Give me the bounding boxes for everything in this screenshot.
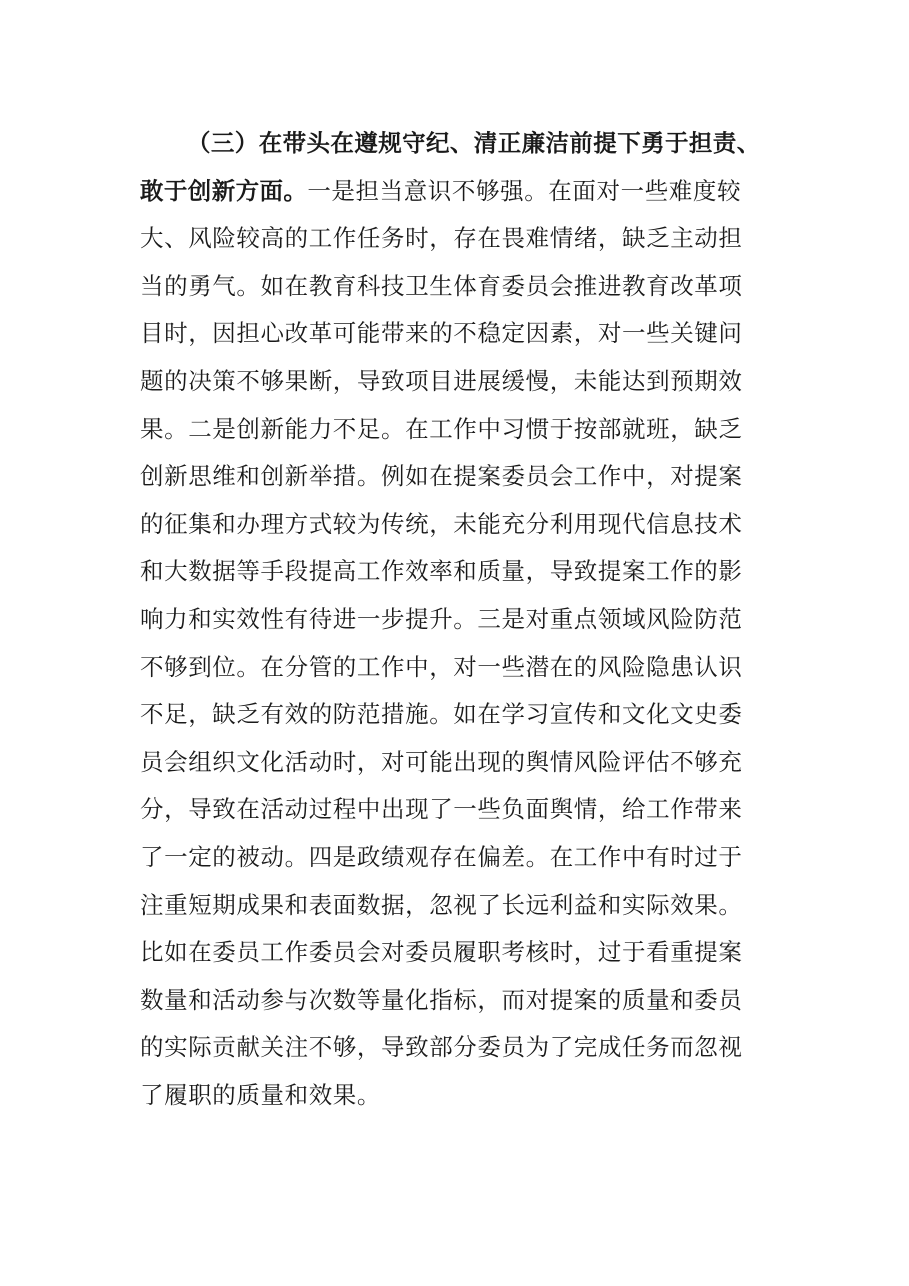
- text-line: [140, 644, 780, 692]
- text-line: [140, 786, 780, 834]
- line-text: 不够到位。在分管的工作中，对一些潜在的风险隐患认识: [140, 652, 743, 681]
- text-line: [140, 739, 780, 787]
- text-line: [140, 358, 780, 406]
- line-text: 一是担当意识不够强。在面对一些难度较: [307, 176, 742, 205]
- text-line: [140, 882, 780, 930]
- line-text: 大、风险较高的工作任务时，存在畏难情绪，缺乏主动担: [140, 224, 743, 253]
- text-line: [140, 548, 780, 596]
- text-line: [140, 120, 780, 168]
- text-line: [140, 168, 780, 216]
- line-text: 的征集和办理方式较为传统，未能充分利用现代信息技术: [140, 509, 743, 538]
- text-line: [140, 453, 780, 501]
- line-text: 员会组织文化活动时，对可能出现的舆情风险评估不够充: [140, 747, 743, 776]
- line-text: 创新思维和创新举措。例如在提案委员会工作中，对提案: [140, 462, 743, 491]
- text-line: [140, 691, 780, 739]
- text-line: [140, 263, 780, 311]
- paragraph: [140, 120, 780, 1119]
- text-line: [140, 406, 780, 454]
- line-text: 注重短期成果和表面数据，忽视了长远利益和实际效果。: [140, 890, 743, 919]
- line-text: 目时，因担心改革可能带来的不稳定因素，对一些关键问: [140, 319, 743, 348]
- text-line: [140, 977, 780, 1025]
- text-line: [140, 1024, 780, 1072]
- line-text: 分，导致在活动过程中出现了一些负面舆情，给工作带来: [140, 795, 743, 824]
- text-line: [140, 834, 780, 882]
- line-text: 当的勇气。如在教育科技卫生体育委员会推进教育改革项: [140, 271, 743, 300]
- section-heading: （三）在带头在遵规守纪、清正廉洁前提下勇于担责、: [187, 129, 761, 157]
- text-line: [140, 1072, 780, 1120]
- text-line: [140, 929, 780, 977]
- text-line: [140, 596, 780, 644]
- line-text: 果。二是创新能力不足。在工作中习惯于按部就班，缺乏: [140, 414, 743, 443]
- text-line: [140, 215, 780, 263]
- line-text: 题的决策不够果断，导致项目进展缓慢，未能达到预期效: [140, 366, 743, 395]
- text-line: [140, 501, 780, 549]
- line-text: 的实际贡献关注不够，导致部分委员为了完成任务而忽视: [140, 1033, 743, 1062]
- line-text: 不足，缺乏有效的防范措施。如在学习宣传和文化文史委: [140, 700, 743, 729]
- line-text: 和大数据等手段提高工作效率和质量，导致提案工作的影: [140, 557, 743, 586]
- line-text: 了一定的被动。四是政绩观存在偏差。在工作中有时过于: [140, 842, 743, 871]
- section-heading: 敢于创新方面。: [140, 176, 308, 205]
- line-text: 数量和活动参与次数等量化指标，而对提案的质量和委员: [140, 985, 743, 1014]
- line-text: 响力和实效性有待进一步提升。三是对重点领域风险防范: [140, 604, 743, 633]
- text-line: [140, 310, 780, 358]
- line-text: 比如在委员工作委员会对委员履职考核时，过于看重提案: [140, 938, 743, 967]
- line-text: 了履职的质量和效果。: [140, 1080, 381, 1109]
